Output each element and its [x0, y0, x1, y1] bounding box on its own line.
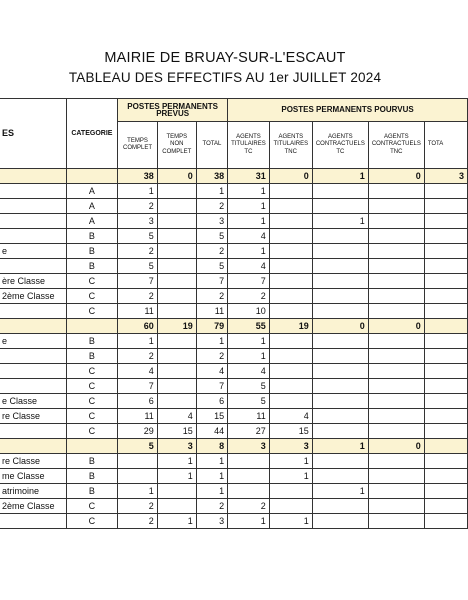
cell-agents-titulaires-tc: 4 — [228, 229, 270, 244]
row-label — [0, 199, 66, 214]
cell-temps-non-complet — [157, 229, 196, 244]
cell-agents-contractuels-tnc — [368, 274, 424, 289]
cell-agents-titulaires-tc: 1 — [228, 514, 270, 529]
row-categorie: C — [66, 409, 118, 424]
table-row — [0, 469, 468, 484]
row-categorie: B — [66, 229, 118, 244]
cell-agents-contractuels-tc — [312, 469, 368, 484]
cell-agents-titulaires-tnc: 1 — [269, 469, 312, 484]
row-categorie: B — [66, 349, 118, 364]
cell-temps-non-complet — [157, 484, 196, 499]
row-categorie: C — [66, 499, 118, 514]
row-categorie: C — [66, 379, 118, 394]
effectifs-table — [0, 98, 468, 529]
cell-temps-non-complet — [157, 379, 196, 394]
row-categorie: A — [66, 199, 118, 214]
cell-temps-complet: 3 — [118, 214, 158, 229]
table-row — [0, 274, 468, 289]
page-subtitle: TABLEAU DES EFFECTIFS AU 1er JUILLET 2024 — [68, 70, 382, 85]
cell-agents-titulaires-tc: 1 — [228, 244, 270, 259]
cell-agents-titulaires-tnc — [269, 364, 312, 379]
cell-agents-titulaires-tc: 5 — [228, 379, 270, 394]
table-row — [0, 334, 468, 349]
cell-agents-titulaires-tnc — [269, 244, 312, 259]
cell-agents-titulaires-tnc — [269, 499, 312, 514]
cell-temps-complet — [118, 454, 158, 469]
cell-temps-complet: 7 — [118, 379, 158, 394]
row-categorie — [66, 319, 118, 334]
cell-temps-non-complet — [157, 349, 196, 364]
cell-total-pourvus — [424, 409, 467, 424]
row-categorie — [66, 439, 118, 454]
cell-total-prevus: 79 — [196, 319, 227, 334]
row-label: re Classe — [0, 454, 66, 469]
table-row — [0, 184, 468, 199]
cell-total-prevus: 44 — [196, 424, 227, 439]
cell-temps-non-complet — [157, 244, 196, 259]
effectifs-table-wrapper — [0, 98, 468, 529]
cell-agents-contractuels-tnc: 0 — [368, 319, 424, 334]
cell-agents-titulaires-tc: 1 — [228, 334, 270, 349]
cell-agents-titulaires-tc: 5 — [228, 394, 270, 409]
cell-total-prevus: 2 — [196, 499, 227, 514]
row-categorie: B — [66, 259, 118, 274]
cell-total-prevus: 6 — [196, 394, 227, 409]
cell-temps-complet: 2 — [118, 499, 158, 514]
row-categorie: A — [66, 214, 118, 229]
cell-agents-titulaires-tnc — [269, 334, 312, 349]
cell-agents-contractuels-tnc — [368, 394, 424, 409]
row-categorie: B — [66, 484, 118, 499]
cell-temps-complet: 38 — [118, 169, 158, 184]
table-row — [0, 514, 468, 529]
cell-agents-titulaires-tnc — [269, 304, 312, 319]
header-agents-contractuels-tc: AGENTS CONTRACTUELS TC — [312, 122, 368, 169]
cell-total-pourvus — [424, 304, 467, 319]
cell-total-pourvus — [424, 454, 467, 469]
cell-agents-titulaires-tnc: 15 — [269, 424, 312, 439]
table-row — [0, 499, 468, 514]
row-label — [0, 379, 66, 394]
cell-total-prevus: 3 — [196, 514, 227, 529]
cell-agents-titulaires-tc: 1 — [228, 214, 270, 229]
cell-total-pourvus — [424, 184, 467, 199]
cell-temps-non-complet — [157, 499, 196, 514]
cell-agents-contractuels-tnc — [368, 229, 424, 244]
cell-agents-titulaires-tc: 2 — [228, 499, 270, 514]
cell-temps-complet: 2 — [118, 349, 158, 364]
cell-agents-titulaires-tnc: 3 — [269, 439, 312, 454]
cell-temps-non-complet — [157, 274, 196, 289]
cell-agents-contractuels-tc — [312, 259, 368, 274]
cell-temps-complet: 7 — [118, 274, 158, 289]
cell-agents-titulaires-tc: 3 — [228, 439, 270, 454]
cell-temps-non-complet: 3 — [157, 439, 196, 454]
cell-agents-contractuels-tc — [312, 244, 368, 259]
row-categorie: B — [66, 244, 118, 259]
row-categorie: C — [66, 289, 118, 304]
cell-temps-non-complet — [157, 304, 196, 319]
cell-total-prevus: 2 — [196, 289, 227, 304]
cell-agents-contractuels-tnc — [368, 244, 424, 259]
cell-agents-titulaires-tnc — [269, 394, 312, 409]
cell-agents-titulaires-tnc: 0 — [269, 169, 312, 184]
cell-agents-contractuels-tc — [312, 349, 368, 364]
cell-temps-complet: 2 — [118, 289, 158, 304]
row-categorie: C — [66, 304, 118, 319]
cell-temps-non-complet: 1 — [157, 469, 196, 484]
cell-total-prevus: 1 — [196, 484, 227, 499]
cell-agents-contractuels-tnc — [368, 304, 424, 319]
table-total-row — [0, 319, 468, 334]
cell-temps-non-complet: 19 — [157, 319, 196, 334]
row-label: e — [0, 244, 66, 259]
row-label: 2ème Classe — [0, 499, 66, 514]
cell-total-prevus: 11 — [196, 304, 227, 319]
table-row — [0, 484, 468, 499]
cell-agents-contractuels-tnc — [368, 289, 424, 304]
cell-total-pourvus — [424, 349, 467, 364]
cell-total-prevus: 7 — [196, 379, 227, 394]
cell-agents-titulaires-tc: 1 — [228, 199, 270, 214]
cell-total-prevus: 15 — [196, 409, 227, 424]
cell-agents-contractuels-tnc — [368, 409, 424, 424]
row-label — [0, 439, 66, 454]
row-categorie: A — [66, 184, 118, 199]
row-categorie: C — [66, 364, 118, 379]
row-label — [0, 364, 66, 379]
cell-temps-complet: 11 — [118, 409, 158, 424]
cell-agents-contractuels-tnc — [368, 454, 424, 469]
row-categorie: B — [66, 454, 118, 469]
header-agents-titulaires-tnc: AGENTS TITULAIRES TNC — [269, 122, 312, 169]
cell-total-pourvus — [424, 229, 467, 244]
row-label — [0, 514, 66, 529]
cell-agents-titulaires-tc — [228, 484, 270, 499]
table-row — [0, 214, 468, 229]
row-label — [0, 229, 66, 244]
cell-temps-complet: 4 — [118, 364, 158, 379]
cell-agents-contractuels-tnc — [368, 379, 424, 394]
cell-temps-complet: 5 — [118, 259, 158, 274]
cell-agents-titulaires-tc: 2 — [228, 289, 270, 304]
cell-agents-contractuels-tc — [312, 409, 368, 424]
cell-temps-non-complet: 0 — [157, 169, 196, 184]
cell-total-prevus: 1 — [196, 454, 227, 469]
row-label: me Classe — [0, 469, 66, 484]
cell-total-pourvus — [424, 424, 467, 439]
cell-temps-complet: 1 — [118, 484, 158, 499]
row-categorie: C — [66, 514, 118, 529]
row-label — [0, 424, 66, 439]
cell-agents-contractuels-tc — [312, 394, 368, 409]
cell-temps-complet: 6 — [118, 394, 158, 409]
cell-temps-complet: 2 — [118, 244, 158, 259]
table-total-row — [0, 439, 468, 454]
cell-agents-titulaires-tnc — [269, 229, 312, 244]
header-total-pourvus: TOTA — [424, 122, 467, 169]
cell-agents-contractuels-tnc — [368, 214, 424, 229]
cell-total-pourvus — [424, 379, 467, 394]
table-row — [0, 244, 468, 259]
row-label: e Classe — [0, 394, 66, 409]
cell-agents-titulaires-tnc: 1 — [269, 454, 312, 469]
cell-agents-titulaires-tc: 55 — [228, 319, 270, 334]
cell-total-prevus: 5 — [196, 229, 227, 244]
cell-total-pourvus — [424, 199, 467, 214]
cell-total-pourvus — [424, 244, 467, 259]
cell-total-prevus: 5 — [196, 259, 227, 274]
cell-agents-contractuels-tc — [312, 199, 368, 214]
table-row — [0, 259, 468, 274]
cell-total-prevus: 3 — [196, 214, 227, 229]
cell-agents-titulaires-tnc: 1 — [269, 514, 312, 529]
header-row-groups — [0, 99, 468, 122]
cell-agents-contractuels-tc — [312, 454, 368, 469]
cell-total-pourvus — [424, 394, 467, 409]
cell-agents-contractuels-tc — [312, 514, 368, 529]
table-row — [0, 364, 468, 379]
cell-agents-contractuels-tc — [312, 289, 368, 304]
cell-total-prevus: 2 — [196, 244, 227, 259]
cell-agents-titulaires-tnc: 19 — [269, 319, 312, 334]
cell-temps-complet: 60 — [118, 319, 158, 334]
cell-agents-titulaires-tnc — [269, 349, 312, 364]
cell-temps-non-complet: 4 — [157, 409, 196, 424]
cell-agents-contractuels-tc — [312, 274, 368, 289]
page-title: MAIRIE DE BRUAY-SUR-L'ESCAUT — [104, 50, 346, 66]
cell-temps-complet: 11 — [118, 304, 158, 319]
table-total-row — [0, 169, 468, 184]
table-row — [0, 199, 468, 214]
cell-agents-contractuels-tnc — [368, 184, 424, 199]
cell-total-pourvus — [424, 484, 467, 499]
header-temps-non-complet: TEMPS NON COMPLET — [157, 122, 196, 169]
cell-temps-complet: 1 — [118, 184, 158, 199]
cell-agents-contractuels-tnc: 0 — [368, 169, 424, 184]
cell-agents-titulaires-tc: 4 — [228, 259, 270, 274]
cell-total-pourvus — [424, 499, 467, 514]
cell-agents-contractuels-tc — [312, 499, 368, 514]
cell-temps-non-complet: 1 — [157, 514, 196, 529]
row-label: e — [0, 334, 66, 349]
cell-total-pourvus — [424, 214, 467, 229]
cell-agents-contractuels-tnc — [368, 499, 424, 514]
cell-agents-titulaires-tc: 7 — [228, 274, 270, 289]
cell-temps-complet — [118, 469, 158, 484]
cell-agents-contractuels-tc: 1 — [312, 214, 368, 229]
cell-agents-titulaires-tnc: 4 — [269, 409, 312, 424]
row-categorie: B — [66, 469, 118, 484]
cell-agents-contractuels-tnc — [368, 334, 424, 349]
row-categorie — [66, 169, 118, 184]
cell-total-prevus: 8 — [196, 439, 227, 454]
table-row — [0, 424, 468, 439]
cell-total-pourvus — [424, 439, 467, 454]
cell-agents-contractuels-tc — [312, 424, 368, 439]
cell-total-prevus: 2 — [196, 199, 227, 214]
cell-total-prevus: 4 — [196, 364, 227, 379]
cell-agents-contractuels-tc — [312, 229, 368, 244]
cell-agents-contractuels-tnc — [368, 484, 424, 499]
cell-agents-contractuels-tnc — [368, 514, 424, 529]
cell-temps-non-complet — [157, 184, 196, 199]
row-label — [0, 169, 66, 184]
table-row — [0, 229, 468, 244]
cell-agents-titulaires-tc: 11 — [228, 409, 270, 424]
cell-agents-titulaires-tc: 1 — [228, 349, 270, 364]
cell-temps-non-complet — [157, 214, 196, 229]
cell-agents-titulaires-tc: 1 — [228, 184, 270, 199]
cell-total-prevus: 2 — [196, 349, 227, 364]
row-categorie: C — [66, 424, 118, 439]
cell-agents-titulaires-tc: 10 — [228, 304, 270, 319]
header-temps-complet: TEMPS COMPLET — [118, 122, 158, 169]
cell-temps-complet: 1 — [118, 334, 158, 349]
cell-total-pourvus — [424, 469, 467, 484]
cell-temps-non-complet: 1 — [157, 454, 196, 469]
table-row — [0, 409, 468, 424]
cell-total-prevus: 1 — [196, 469, 227, 484]
cell-agents-titulaires-tc — [228, 454, 270, 469]
row-categorie: B — [66, 334, 118, 349]
cell-temps-non-complet — [157, 289, 196, 304]
cell-temps-complet: 2 — [118, 514, 158, 529]
cell-temps-non-complet — [157, 259, 196, 274]
cell-agents-contractuels-tc — [312, 379, 368, 394]
row-label — [0, 304, 66, 319]
row-label — [0, 184, 66, 199]
cell-total-prevus: 7 — [196, 274, 227, 289]
cell-total-pourvus — [424, 514, 467, 529]
cell-agents-titulaires-tnc — [269, 199, 312, 214]
cell-temps-complet: 5 — [118, 229, 158, 244]
cell-agents-titulaires-tnc — [269, 274, 312, 289]
header-total-prevus: TOTAL — [196, 122, 227, 169]
header-postes-prevus: POSTES PERMANENTS PREVUS — [118, 99, 228, 122]
table-row — [0, 454, 468, 469]
cell-total-pourvus — [424, 289, 467, 304]
cell-agents-titulaires-tnc — [269, 214, 312, 229]
header-label-col: ES — [0, 99, 66, 169]
cell-temps-non-complet — [157, 364, 196, 379]
cell-agents-titulaires-tc — [228, 469, 270, 484]
row-categorie: C — [66, 394, 118, 409]
cell-agents-contractuels-tnc — [368, 364, 424, 379]
cell-agents-contractuels-tc — [312, 304, 368, 319]
cell-total-pourvus — [424, 274, 467, 289]
row-label: re Classe — [0, 409, 66, 424]
cell-total-prevus: 1 — [196, 184, 227, 199]
cell-agents-contractuels-tnc — [368, 349, 424, 364]
cell-agents-titulaires-tc: 4 — [228, 364, 270, 379]
row-label — [0, 319, 66, 334]
cell-temps-complet: 29 — [118, 424, 158, 439]
effectifs-table-body — [0, 169, 468, 529]
cell-agents-titulaires-tnc — [269, 484, 312, 499]
cell-agents-contractuels-tc — [312, 334, 368, 349]
cell-temps-non-complet — [157, 199, 196, 214]
cell-agents-titulaires-tnc — [269, 289, 312, 304]
cell-agents-contractuels-tc — [312, 184, 368, 199]
cell-agents-contractuels-tnc: 0 — [368, 439, 424, 454]
table-row — [0, 349, 468, 364]
table-row — [0, 304, 468, 319]
cell-agents-titulaires-tnc — [269, 379, 312, 394]
cell-total-prevus: 1 — [196, 334, 227, 349]
cell-temps-non-complet: 15 — [157, 424, 196, 439]
cell-agents-contractuels-tc: 1 — [312, 169, 368, 184]
table-row — [0, 289, 468, 304]
cell-agents-titulaires-tnc — [269, 184, 312, 199]
row-label — [0, 349, 66, 364]
header-categorie: CATEGORIE — [66, 99, 118, 169]
cell-agents-contractuels-tc: 1 — [312, 439, 368, 454]
row-label: ère Classe — [0, 274, 66, 289]
cell-temps-complet: 2 — [118, 199, 158, 214]
cell-agents-titulaires-tnc — [269, 259, 312, 274]
table-row — [0, 394, 468, 409]
row-categorie: C — [66, 274, 118, 289]
cell-temps-non-complet — [157, 394, 196, 409]
cell-total-pourvus: 3 — [424, 169, 467, 184]
cell-agents-contractuels-tnc — [368, 259, 424, 274]
cell-total-pourvus — [424, 364, 467, 379]
row-label: atrimoine — [0, 484, 66, 499]
cell-agents-titulaires-tc: 31 — [228, 169, 270, 184]
cell-temps-non-complet — [157, 334, 196, 349]
cell-agents-contractuels-tc — [312, 364, 368, 379]
header-postes-pourvus: POSTES PERMANENTS POURVUS — [228, 99, 468, 122]
row-label — [0, 214, 66, 229]
cell-total-prevus: 38 — [196, 169, 227, 184]
header-agents-contractuels-tnc: AGENTS CONTRACTUELS TNC — [368, 122, 424, 169]
cell-agents-contractuels-tnc — [368, 424, 424, 439]
cell-agents-contractuels-tnc — [368, 469, 424, 484]
cell-total-pourvus — [424, 319, 467, 334]
row-label — [0, 259, 66, 274]
cell-agents-titulaires-tc: 27 — [228, 424, 270, 439]
cell-total-pourvus — [424, 334, 467, 349]
cell-total-pourvus — [424, 259, 467, 274]
header-agents-titulaires-tc: AGENTS TITULAIRES TC — [228, 122, 270, 169]
cell-agents-contractuels-tc: 1 — [312, 484, 368, 499]
row-label: 2ème Classe — [0, 289, 66, 304]
cell-agents-contractuels-tnc — [368, 199, 424, 214]
cell-agents-contractuels-tc: 0 — [312, 319, 368, 334]
table-row — [0, 379, 468, 394]
cell-temps-complet: 5 — [118, 439, 158, 454]
